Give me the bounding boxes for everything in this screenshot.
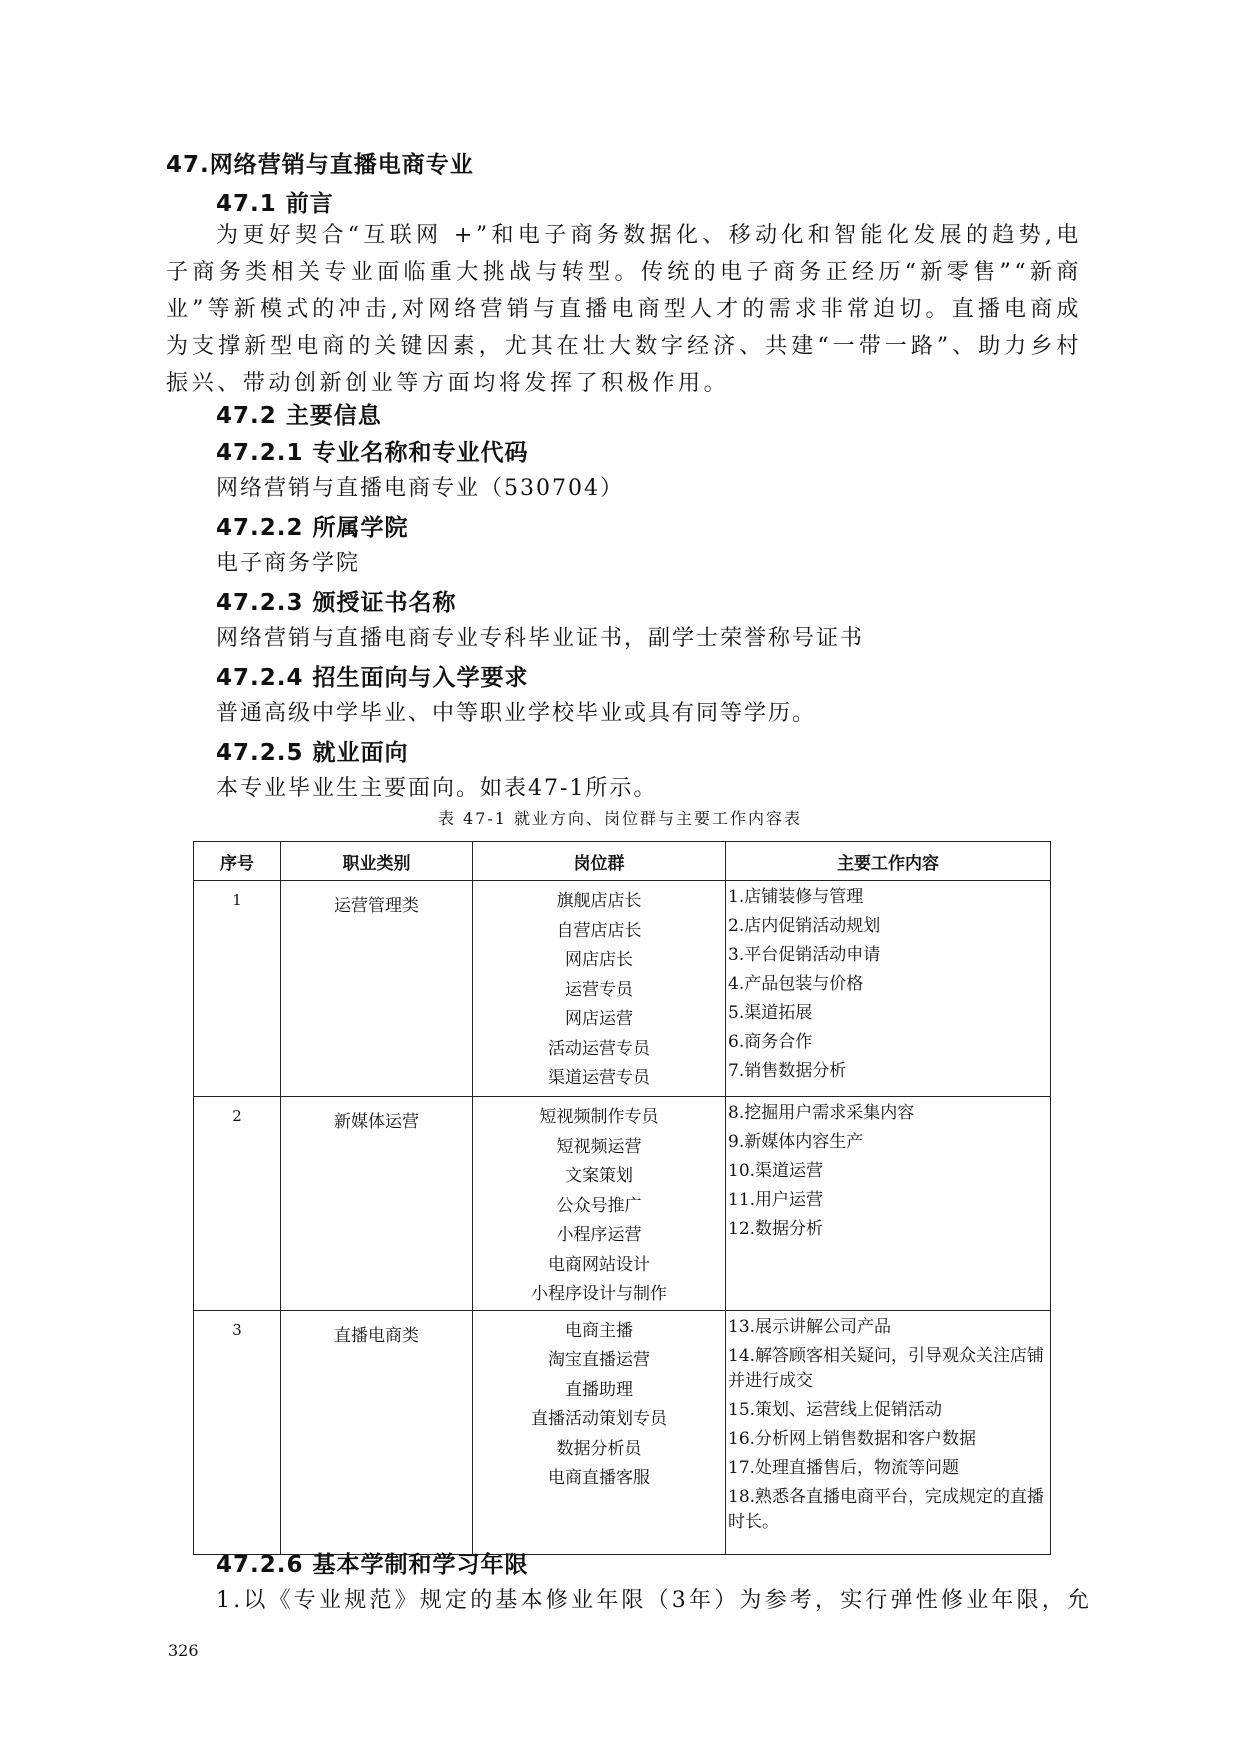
- position-item: 旗舰店店长: [556, 891, 642, 911]
- position-item: 网店运营: [565, 1009, 633, 1029]
- certificate-heading: 47.2.3 颁授证书名称: [216, 590, 457, 616]
- row-tasks: [726, 881, 1051, 1097]
- task-item: 12.数据分析: [728, 1219, 824, 1239]
- position-item: 运营专员: [565, 979, 633, 1000]
- task-item: 5.渠道拓展: [728, 1003, 813, 1023]
- table-row: [194, 1310, 1051, 1554]
- position-item: 短视频运营: [556, 1136, 642, 1157]
- position-item: 淘宝直播运营: [548, 1350, 650, 1370]
- name-code-text: 网络营销与直播电商专业（530704）: [216, 476, 624, 501]
- task-item: 9.新媒体内容生产: [728, 1132, 864, 1152]
- section-title: 47.网络营销与直播电商专业: [166, 152, 474, 178]
- task-item: 16.分析网上销售数据和客户数据: [728, 1428, 977, 1449]
- task-item: 6.商务合作: [728, 1032, 813, 1052]
- schooling-heading: 47.2.6 基本学制和学习年限: [216, 1552, 529, 1578]
- table-header-row: [194, 842, 1051, 881]
- header-positions: 岗位群: [473, 842, 726, 881]
- task-item: 10.渠道运营: [728, 1161, 824, 1181]
- position-item: 直播活动策划专员: [531, 1409, 667, 1429]
- position-item: 短视频制作专员: [539, 1107, 659, 1127]
- header-category: 职业类别: [281, 842, 473, 881]
- position-item: 自营店店长: [556, 920, 642, 941]
- row-positions: [473, 881, 726, 1097]
- college-heading: 47.2.2 所属学院: [216, 515, 409, 541]
- admission-heading: 47.2.4 招生面向与入学要求: [216, 665, 529, 691]
- row-positions: [473, 1310, 726, 1554]
- task-item: 3.平台促销活动申请: [728, 945, 881, 965]
- header-tasks: 主要工作内容: [726, 842, 1051, 881]
- row-number: 3: [194, 1310, 281, 1554]
- row-positions: [473, 1097, 726, 1311]
- task-item: 1.店铺装修与管理: [728, 887, 864, 907]
- college-text: 电子商务学院: [216, 551, 361, 576]
- table-row: [194, 881, 1051, 1097]
- row-category: 直播电商类: [281, 1310, 473, 1554]
- position-item: 活动运营专员: [548, 1038, 650, 1059]
- name-code-heading: 47.2.1 专业名称和专业代码: [216, 440, 529, 466]
- position-item: 小程序设计与制作: [531, 1284, 667, 1304]
- position-item: 渠道运营专员: [548, 1068, 650, 1088]
- table-row: [194, 1097, 1051, 1311]
- table-caption: 表 47-1 就业方向、岗位群与主要工作内容表: [437, 809, 803, 828]
- position-item: 数据分析员: [556, 1438, 642, 1459]
- position-item: 电商主播: [565, 1320, 633, 1341]
- preface-heading: 47.1 前言: [216, 191, 334, 217]
- task-item: 13.展示讲解公司产品: [728, 1316, 892, 1337]
- admission-text: 普通高级中学毕业、中等职业学校毕业或具有同等学历。: [216, 701, 817, 726]
- task-item: 14.解答顾客相关疑问，引导观众关注店铺并进行成交: [728, 1345, 1045, 1391]
- position-item: 公众号推广: [556, 1195, 642, 1216]
- task-item: 17.处理直播售后，物流等问题: [728, 1457, 960, 1478]
- task-item: 8.挖掘用户需求采集内容: [728, 1103, 915, 1123]
- employment-table: [193, 841, 1051, 1555]
- position-item: 电商直播客服: [548, 1468, 650, 1488]
- position-item: 电商网站设计: [548, 1254, 650, 1275]
- task-item: 2.店内促销活动规划: [728, 916, 881, 936]
- row-number: 1: [194, 881, 281, 1097]
- task-item: 11.用户运营: [728, 1190, 824, 1210]
- certificate-text: 网络营销与直播电商专业专科毕业证书，副学士荣誉称号证书: [216, 626, 865, 651]
- row-category: 运营管理类: [281, 881, 473, 1097]
- preface-paragraph: 为更好契合“互联网 +”和电子商务数据化、移动化和智能化发展的趋势,电子商务类相关专业面临重大挑战与转型。传统的电子商务正经历“新零售”“新商业”等新模式的冲击,对网络营销与直播电商型人才的需求非常迫切。直播电商成为支撑新型电商的关键因素，尤其在壮大数字经济、共建“一带一路”、助力乡村振兴、带动创新创业等方面均将发挥了积极作用。: [166, 223, 1082, 396]
- task-item: 15.策划、运营线上促销活动: [728, 1399, 943, 1420]
- position-item: 小程序运营: [556, 1225, 642, 1245]
- schooling-text: 1.以《专业规范》规定的基本修业年限（3年）为参考，实行弹性修业年限，允: [216, 1588, 1093, 1613]
- header-number: 序号: [194, 842, 281, 881]
- row-category: 新媒体运营: [281, 1097, 473, 1311]
- employment-heading: 47.2.5 就业面向: [216, 740, 409, 766]
- employment-text: 本专业毕业生主要面向。如表47-1所示。: [216, 776, 658, 801]
- position-item: 网店店长: [565, 950, 633, 970]
- row-number: 2: [194, 1097, 281, 1311]
- position-item: 文案策划: [565, 1166, 633, 1186]
- info-heading: 47.2 主要信息: [216, 403, 382, 429]
- row-tasks: [726, 1310, 1051, 1554]
- row-tasks: [726, 1097, 1051, 1311]
- task-item: 7.销售数据分析: [728, 1061, 847, 1081]
- page-number: 326: [168, 1641, 199, 1660]
- task-item: 4.产品包装与价格: [728, 974, 864, 994]
- position-item: 直播助理: [565, 1379, 633, 1400]
- task-item: 18.熟悉各直播电商平台，完成规定的直播时长。: [728, 1486, 1045, 1532]
